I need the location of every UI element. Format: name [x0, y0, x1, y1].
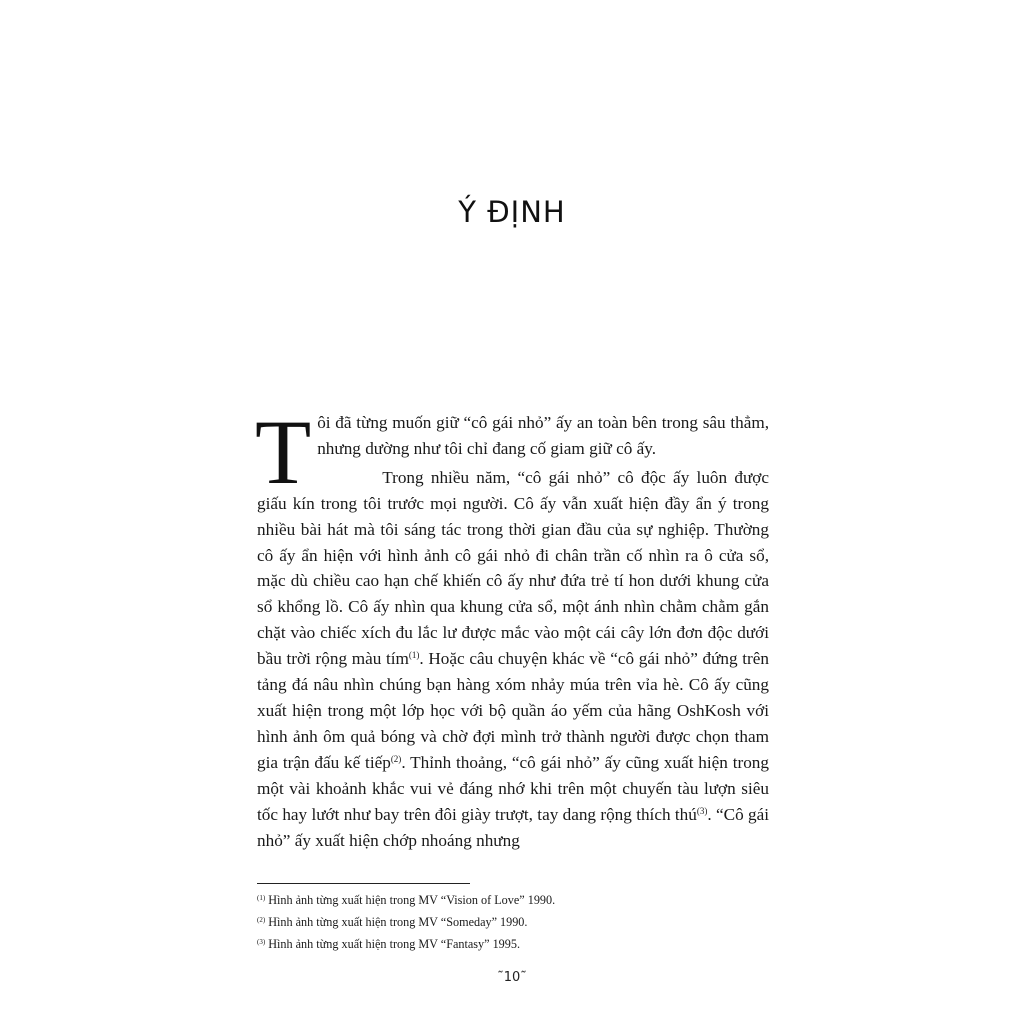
- footnote-ref-2[interactable]: (2): [390, 753, 402, 764]
- footnote-3: [257, 933, 769, 955]
- footnote-ref-3[interactable]: (3): [696, 805, 708, 816]
- paragraph-2-text-b: . Hoặc câu chuyện khác về “cô gái nhỏ” đứng trên tảng đá nâu nhìn chúng bạn hàng xóm nhảy múa trên vỉa hè. Cô ấy cũng xuất hiện trong một lớp học với bộ quần áo yếm của hãng OshKosh với hình ảnh ôm quả bóng và chờ đợi mình trở thành người được chọn tham gia trận đấu kế tiếp: [257, 649, 769, 772]
- paragraph-1-text: ôi đã từng muốn giữ “cô gái nhỏ” ấy an toàn bên trong sâu thẳm, nhưng dường như tôi chỉ đang cố giam giữ cô ấy.: [317, 413, 769, 458]
- footnote-mark: (1): [257, 894, 266, 902]
- footnote-ref-1[interactable]: (1): [408, 650, 420, 661]
- paragraph-2-text-a: Trong nhiều năm, “cô gái nhỏ” cô độc ấy luôn được giấu kín trong tôi trước mọi người. Cô ấy vẫn xuất hiện đầy ẩn ý trong nhiều bài hát mà tôi sáng tác trong thời gian đầu của sự nghiệp. Thường cô ấy ẩn hiện với hình ảnh cô gái nhỏ đi chân trần cố nhìn ra ô cửa sổ, mặc dù chiều cao hạn chế khiến cô ấy như đứa trẻ tí hon dưới khung cửa sổ khổng lồ. Cô ấy nhìn qua khung cửa sổ, một ánh nhìn chằm chằm gắn chặt vào chiếc xích đu lắc lư được mắc vào một cái cây lớn đơn độc dưới bầu trời rộng màu tím: [257, 467, 769, 669]
- page-number: ˜10˜: [497, 970, 527, 985]
- footnote-2: [257, 911, 769, 933]
- footnote-mark: (3): [257, 938, 266, 946]
- footnote-divider: [257, 883, 470, 884]
- body-text: [255, 401, 769, 853]
- paragraph-1: [255, 401, 769, 503]
- paragraph-2-text-d: . “Cô gái nhỏ” ấy xuất hiện chớp nhoáng nhưng: [257, 804, 769, 850]
- footnote-1: [257, 889, 769, 911]
- drop-cap: T: [255, 401, 312, 503]
- paragraph-2-text-c: . Thỉnh thoảng, “cô gái nhỏ” ấy cũng xuất hiện trong một vài khoảnh khắc vui vẻ đáng nhớ khi trên một chuyến tàu lượn siêu tốc hay lướt như bay trên đôi giày trượt, tay dang rộng thích thú: [257, 752, 769, 824]
- footnote-text: Hình ảnh từng xuất hiện trong MV “Fantasy” 1995.: [265, 937, 521, 951]
- paragraph-2: [257, 465, 769, 854]
- footnotes: [257, 889, 769, 955]
- footnote-mark: (2): [257, 916, 266, 924]
- footnote-text: Hình ảnh từng xuất hiện trong MV “Vision of Love” 1990.: [265, 893, 556, 907]
- chapter-title: Ý ĐỊNH: [458, 195, 566, 229]
- footnote-text: Hình ảnh từng xuất hiện trong MV “Someday” 1990.: [265, 915, 528, 929]
